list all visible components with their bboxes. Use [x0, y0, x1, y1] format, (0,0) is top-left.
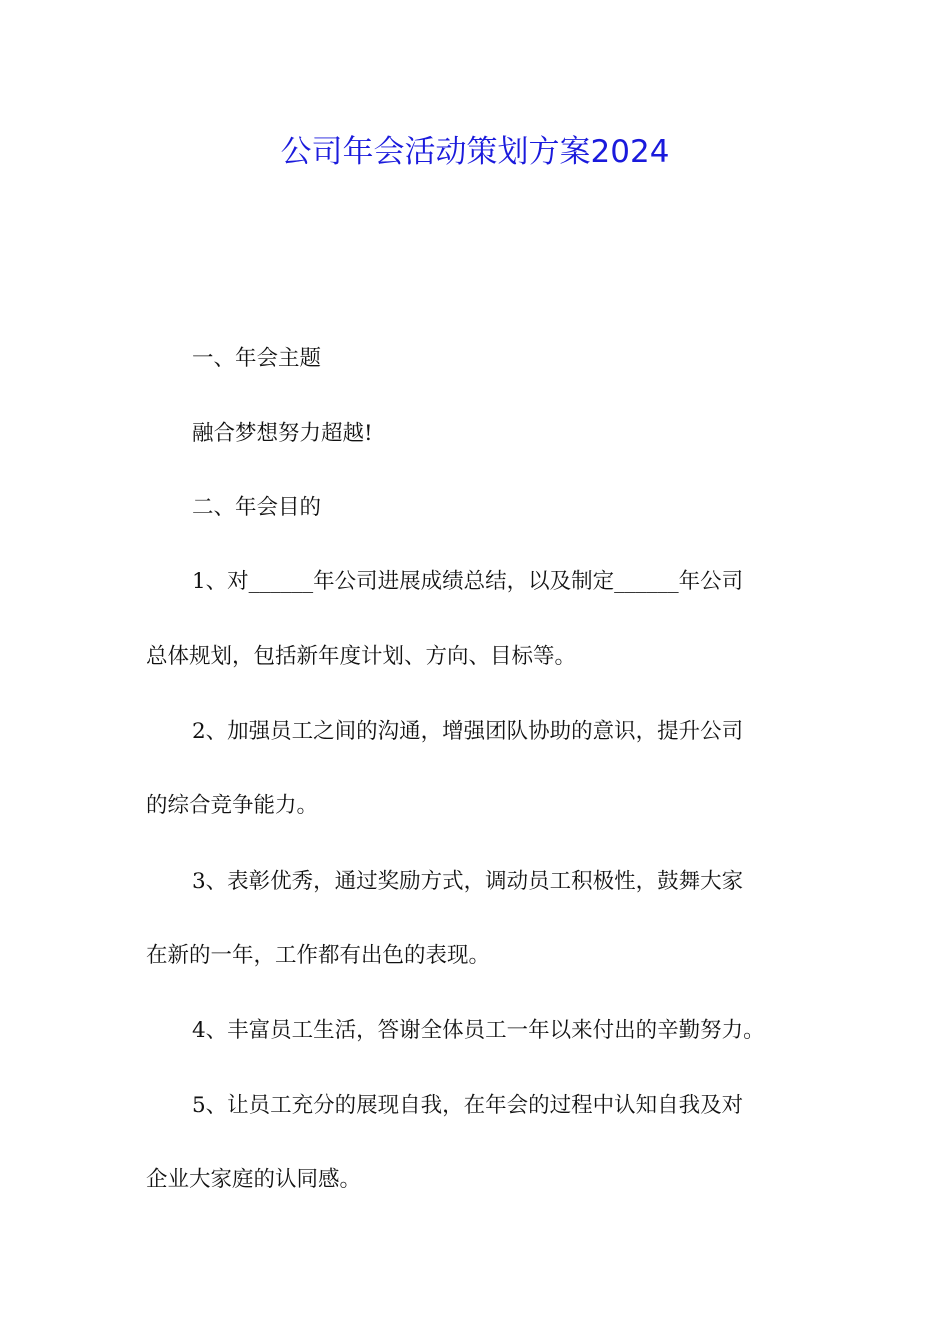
- purpose-item-1-line-1: 1、对______年公司进展成绩总结，以及制定______年公司: [192, 569, 744, 594]
- purpose-item-1-line-2: 总体规划，包括新年度计划、方向、目标等。: [146, 644, 577, 669]
- purpose-item-2-line-2: 的综合竞争能力。: [146, 793, 319, 818]
- purpose-item-3-line-2: 在新的一年，工作都有出色的表现。: [146, 943, 491, 968]
- purpose-item-2-line-1: 2、加强员工之间的沟通，增强团队协助的意识，提升公司: [192, 719, 744, 744]
- purpose-item-5-line-1: 5、让员工充分的展现自我，在年会的过程中认知自我及对: [192, 1093, 744, 1118]
- document-title: 公司年会活动策划方案2024: [280, 134, 670, 170]
- purpose-item-3-line-1: 3、表彰优秀，通过奖励方式，调动员工积极性，鼓舞大家: [192, 869, 744, 894]
- section-heading-purpose: 二、年会目的: [192, 495, 322, 520]
- theme-text: 融合梦想努力超越!: [192, 421, 373, 446]
- section-heading-theme: 一、年会主题: [192, 346, 322, 371]
- purpose-item-4: 4、丰富员工生活，答谢全体员工一年以来付出的辛勤努力。: [192, 1018, 765, 1043]
- purpose-item-5-line-2: 企业大家庭的认同感。: [146, 1167, 362, 1192]
